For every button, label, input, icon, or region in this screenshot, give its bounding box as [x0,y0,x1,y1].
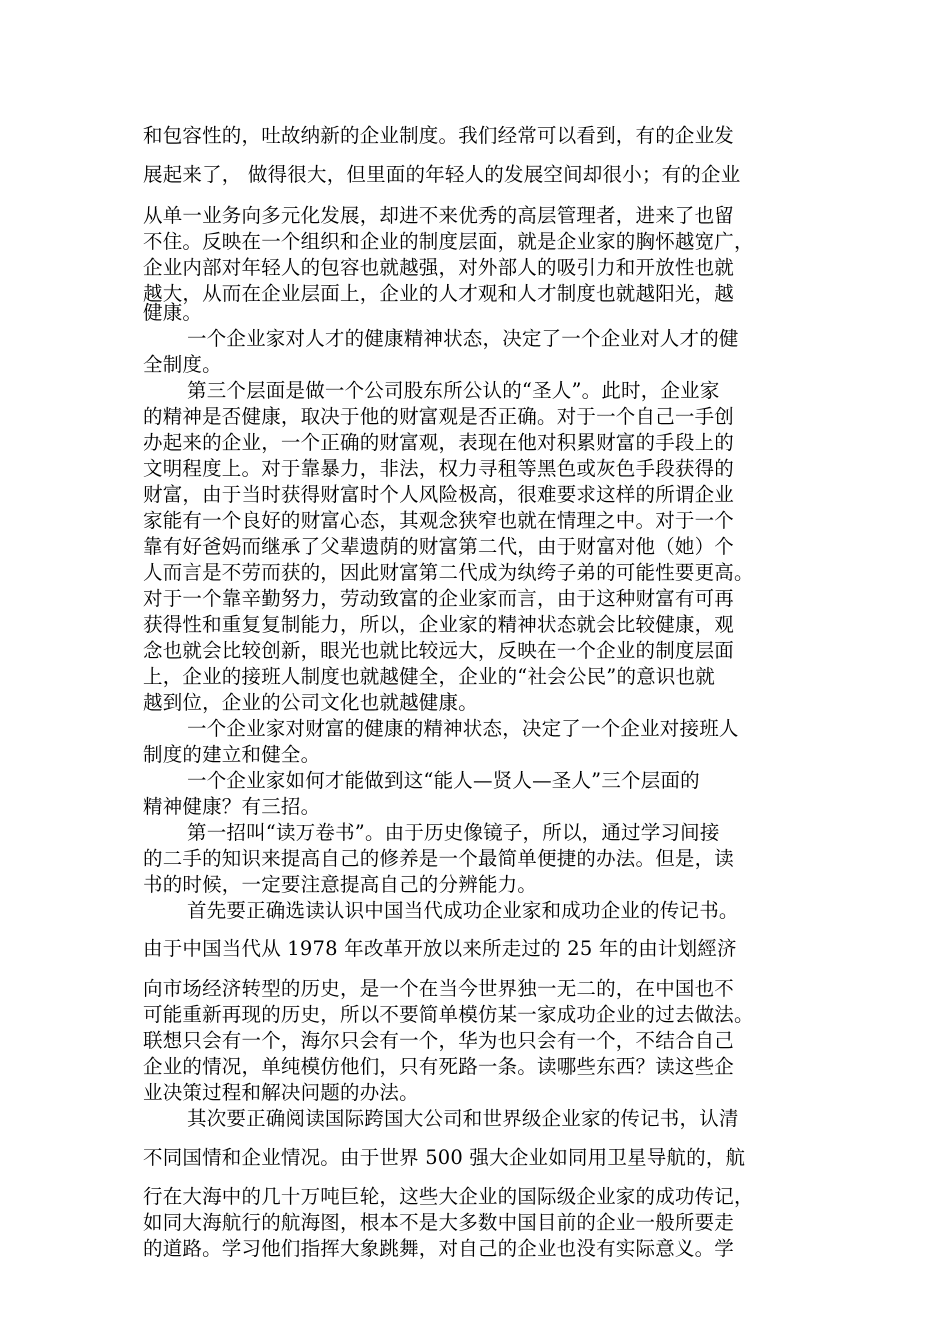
text-line: 企业内部对年轻人的包容也就越强，对外部人的吸引力和开放性也就 [143,256,735,279]
paragraph-first-line: 一个企业家对财富的健康的精神状态，决定了一个企业对接班人 [187,717,739,740]
text-line: 书的时候，一定要注意提高自己的分辨能力。 [143,873,538,896]
text-line: 精神健康？有三招。 [143,795,321,818]
text-line: 越到位，企业的公司文化也就越健康。 [143,691,478,714]
text-line: 获得性和重复复制能力，所以，企业家的精神状态就会比较健康，观 [143,613,735,636]
text-line: 办起来的企业，一个正确的财富观，表现在他对积累财富的手段上的 [143,431,735,454]
document-page [143,0,821,1344]
text-line: 展起来了， 做得很大，但里面的年轻人的发展空间却很小；有的企业 [143,163,741,186]
text-line: 上，企业的接班人制度也就越健全，企业的“社会公民”的意识也就 [143,665,715,688]
text-line: 的二手的知识来提高自己的修养是一个最简单便捷的办法。但是，读 [143,847,735,870]
text-line: 联想只会有一个，海尔只会有一个，华为也只会有一个，不结合自己 [143,1029,735,1052]
paragraph-first-line: 其次要正确阅读国际跨国大公司和世界级企业家的传记书，认清 [187,1107,739,1130]
text-line: 如同大海航行的航海图，根本不是大多数中国目前的企业一般所要走 [143,1211,735,1234]
text-line: 可能重新再现的历史，所以不要简单模仿某一家成功企业的过去做法。 [143,1003,754,1026]
text-line: 人而言是不劳而获的，因此财富第二代成为纨绔子弟的可能性要更高。 [143,561,754,584]
text-line: 向市场经济转型的历史，是一个在当今世界独一无二的，在中国也不 [143,977,735,1000]
paragraph-first-line: 首先要正确选读认识中国当代成功企业家和成功企业的传记书。 [187,899,739,922]
text-line: 对于一个靠辛勤努力，劳动致富的企业家而言，由于这种财富有可再 [143,587,735,610]
text-line: 行在大海中的几十万吨巨轮，这些大企业的国际级企业家的成功传记， [143,1185,754,1208]
text-line: 越大，从而在企业层面上，企业的人才观和人才制度也就越阳光，越 [143,282,735,305]
text-line: 健康。 [143,301,203,324]
text-line: 的精神是否健康，取决于他的财富观是否正确。对于一个自己一手创 [143,405,735,428]
text-line: 文明程度上。对于靠暴力，非法，权力寻租等黑色或灰色手段获得的 [143,457,735,480]
paragraph-first-line: 一个企业家对人才的健康精神状态，决定了一个企业对人才的健 [187,327,739,350]
text-line: 念也就会比较创新，眼光也就比较远大，反映在一个企业的制度层面 [143,639,735,662]
text-line: 靠有好爸妈而继承了父辈遗荫的财富第二代，由于财富对他（她）个 [143,535,735,558]
text-line: 不同国情和企业情况。由于世界 500 强大企业如同用卫星导航的，航 [143,1146,746,1169]
paragraph-first-line: 一个企业家如何才能做到这“能人—贤人—圣人”三个层面的 [187,769,700,792]
paragraph-first-line: 第一招叫“读万卷书”。由于历史像镜子，所以，通过学习间接 [187,821,720,844]
text-line: 和包容性的，吐故纳新的企业制度。我们经常可以看到，有的企业发 [143,124,735,147]
text-line: 财富，由于当时获得财富时个人风险极高，很难要求这样的所谓企业 [143,483,735,506]
text-line: 由于中国当代从 1978 年改革开放以来所走过的 25 年的由计划經济 [143,937,737,960]
text-line: 不住。反映在一个组织和企业的制度层面，就是企业家的胸怀越宽广， [143,230,754,253]
paragraph-first-line: 第三个层面是做一个公司股东所公认的“圣人”。此时，企业家 [187,379,720,402]
text-line: 企业的情况，单纯模仿他们，只有死路一条。读哪些东西？读这些企 [143,1055,735,1078]
text-line: 的道路。学习他们指挥大象跳舞，对自己的企业也没有实际意义。学 [143,1237,735,1260]
text-line: 从单一业务向多元化发展，却进不来优秀的高层管理者，进来了也留 [143,204,735,227]
text-line: 业决策过程和解决问题的办法。 [143,1081,419,1104]
text-line: 全制度。 [143,353,222,376]
text-line: 制度的建立和健全。 [143,743,321,766]
text-line: 家能有一个良好的财富心态，其观念狭窄也就在情理之中。对于一个 [143,509,735,532]
